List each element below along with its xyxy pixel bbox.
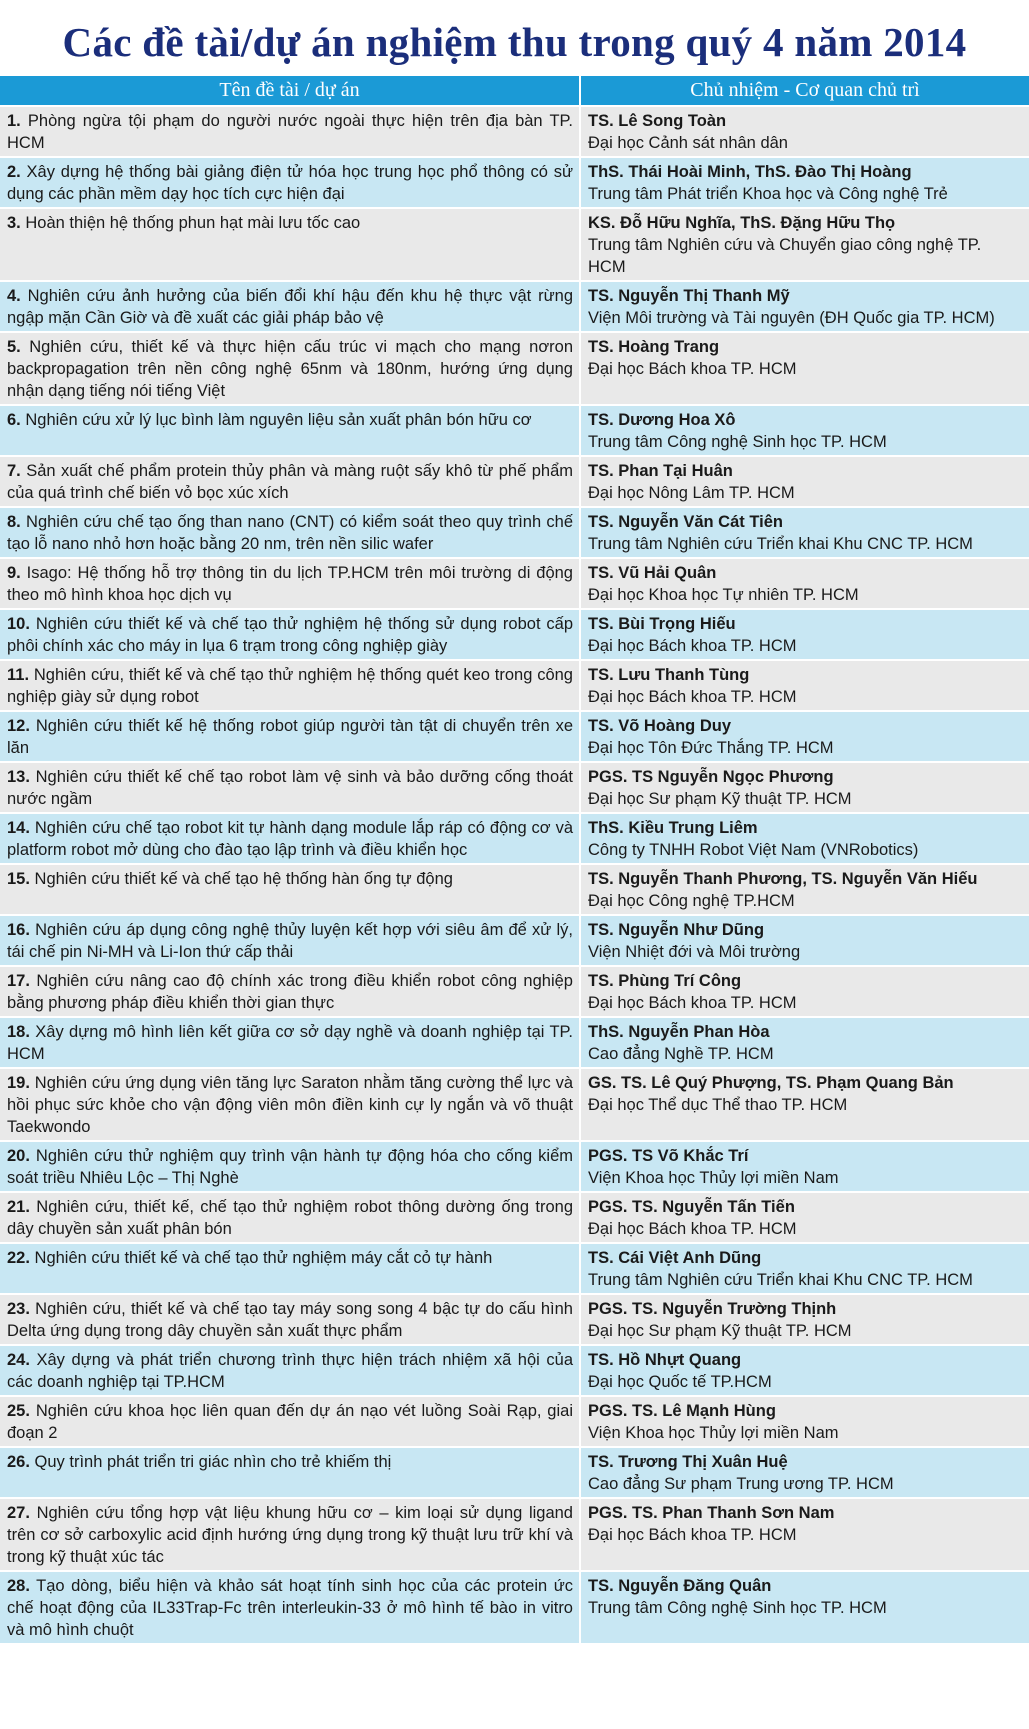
host-institution: Đại học Khoa học Tự nhiên TP. HCM — [588, 586, 859, 604]
project-cell — [0, 1345, 580, 1396]
project-title: Sản xuất chế phẩm protein thủy phân và màng ruột sấy khô từ phế phẩm của quá trình chế biến vỏ bọc xúc xích — [7, 462, 573, 502]
row-number: 1. — [7, 112, 21, 130]
lead-cell — [580, 1345, 1029, 1396]
project-cell — [0, 609, 580, 660]
row-number: 16. — [7, 921, 30, 939]
project-cell — [0, 813, 580, 864]
principal-investigator: PGS. TS Nguyễn Ngọc Phương — [588, 768, 834, 786]
table-row — [0, 864, 1029, 915]
host-institution: Đại học Bách khoa TP. HCM — [588, 994, 797, 1012]
row-number: 18. — [7, 1023, 30, 1041]
project-cell — [0, 208, 580, 281]
project-title: Nghiên cứu ảnh hưởng của biến đổi khí hậu đến khu hệ thực vật rừng ngập mặn Cần Giờ và đề xuất các giải pháp bảo vệ — [7, 287, 573, 327]
principal-investigator: PGS. TS. Lê Mạnh Hùng — [588, 1402, 776, 1420]
principal-investigator: TS. Nguyễn Văn Cát Tiên — [588, 513, 783, 531]
lead-cell — [580, 456, 1029, 507]
project-cell — [0, 405, 580, 456]
lead-cell — [580, 1017, 1029, 1068]
project-title: Nghiên cứu thiết kế và chế tạo thử nghiệm máy cắt cỏ tự hành — [34, 1249, 493, 1267]
principal-investigator: TS. Bùi Trọng Hiếu — [588, 615, 736, 633]
project-title: Tạo dòng, biểu hiện và khảo sát hoạt tính sinh học của các protein ức chế hoạt động của IL33Trap-Fc trên interleukin-33 ở mô hình tế bào in vitro và mô hình chuột — [7, 1577, 573, 1639]
host-institution: Đại học Quốc tế TP.HCM — [588, 1373, 772, 1391]
project-cell — [0, 456, 580, 507]
table-row — [0, 281, 1029, 332]
lead-cell — [580, 1068, 1029, 1141]
principal-investigator: TS. Võ Hoàng Duy — [588, 717, 732, 735]
host-institution: Viện Nhiệt đới và Môi trường — [588, 943, 801, 961]
project-title: Nghiên cứu thiết kế hệ thống robot giúp người tàn tật di chuyển trên xe lăn — [7, 717, 573, 757]
table-row — [0, 1571, 1029, 1643]
lead-cell — [580, 507, 1029, 558]
table-row — [0, 208, 1029, 281]
host-institution: Trung tâm Nghiên cứu Triển khai Khu CNC TP. HCM — [588, 535, 973, 553]
table-row — [0, 915, 1029, 966]
lead-cell — [580, 1141, 1029, 1192]
table-row — [0, 1017, 1029, 1068]
lead-cell — [580, 1243, 1029, 1294]
project-title: Nghiên cứu thiết kế và chế tạo thử nghiệm hệ thống sử dụng robot cấp phôi chính xác cho máy in lụa 6 trạm trong công nghiệp giày — [7, 615, 573, 655]
project-title: Nghiên cứu chế tạo ống than nano (CNT) có kiểm soát theo quy trình chế tạo lỗ nano nhỏ hơn hoặc bằng 20 nm, trên nền silic wafer — [7, 513, 573, 553]
project-title: Nghiên cứu áp dụng công nghệ thủy luyện kết hợp với siêu âm để xử lý, tái chế pin Ni-MH và Li-Ion thứ cấp thải — [7, 921, 573, 961]
host-institution: Đại học Nông Lâm TP. HCM — [588, 484, 795, 502]
row-number: 13. — [7, 768, 30, 786]
lead-cell — [580, 1294, 1029, 1345]
lead-cell — [580, 1571, 1029, 1643]
table-row — [0, 456, 1029, 507]
principal-investigator: TS. Hồ Nhựt Quang — [588, 1351, 742, 1369]
host-institution: Trung tâm Nghiên cứu và Chuyển giao công nghệ TP. HCM — [588, 236, 982, 276]
lead-cell — [580, 106, 1029, 157]
lead-cell — [580, 1192, 1029, 1243]
lead-cell — [580, 332, 1029, 405]
project-cell — [0, 1571, 580, 1643]
host-institution: Viện Khoa học Thủy lợi miền Nam — [588, 1424, 839, 1442]
project-title: Phòng ngừa tội phạm do người nước ngoài thực hiện trên địa bàn TP. HCM — [7, 112, 573, 152]
table-row — [0, 1294, 1029, 1345]
row-number: 7. — [7, 462, 21, 480]
row-number: 10. — [7, 615, 30, 633]
table-row — [0, 507, 1029, 558]
row-number: 21. — [7, 1198, 30, 1216]
lead-cell — [580, 208, 1029, 281]
host-institution: Đại học Bách khoa TP. HCM — [588, 637, 797, 655]
project-title: Nghiên cứu thử nghiệm quy trình vận hành tự động hóa cho cống kiểm soát triều Nhiêu Lộc – Thị Nghè — [7, 1147, 573, 1187]
lead-cell — [580, 864, 1029, 915]
project-title: Hoàn thiện hệ thống phun hạt mài lưu tốc cao — [25, 214, 361, 232]
principal-investigator: TS. Nguyễn Đăng Quân — [588, 1577, 772, 1595]
table-row — [0, 660, 1029, 711]
lead-cell — [580, 281, 1029, 332]
table-row — [0, 1345, 1029, 1396]
host-institution: Đại học Sư phạm Kỹ thuật TP. HCM — [588, 1322, 852, 1340]
principal-investigator: PGS. TS. Phan Thanh Sơn Nam — [588, 1504, 835, 1522]
project-title: Nghiên cứu khoa học liên quan đến dự án nạo vét luồng Soài Rạp, giai đoạn 2 — [7, 1402, 573, 1442]
host-institution: Cao đẳng Nghề TP. HCM — [588, 1045, 774, 1063]
row-number: 8. — [7, 513, 21, 531]
row-number: 14. — [7, 819, 30, 837]
project-title: Xây dựng hệ thống bài giảng điện tử hóa học trung học phổ thông có sử dụng các phần mềm dạy học tích cực hiện đại — [7, 163, 573, 203]
principal-investigator: KS. Đỗ Hữu Nghĩa, ThS. Đặng Hữu Thọ — [588, 214, 896, 232]
host-institution: Trung tâm Phát triển Khoa học và Công nghệ Trẻ — [588, 185, 948, 203]
table-row — [0, 558, 1029, 609]
project-title: Nghiên cứu chế tạo robot kit tự hành dạng module lắp ráp có động cơ và platform robot mở dùng cho đào tạo lập trình và điều khiển học — [7, 819, 573, 859]
principal-investigator: TS. Lưu Thanh Tùng — [588, 666, 750, 684]
project-cell — [0, 1141, 580, 1192]
table-row — [0, 1498, 1029, 1571]
project-cell — [0, 1192, 580, 1243]
project-title: Xây dựng và phát triển chương trình thực hiện trách nhiệm xã hội của các doanh nghiệp tại TP.HCM — [7, 1351, 573, 1391]
table-row — [0, 1192, 1029, 1243]
row-number: 5. — [7, 338, 21, 356]
table-row — [0, 609, 1029, 660]
host-institution: Viện Khoa học Thủy lợi miền Nam — [588, 1169, 839, 1187]
lead-cell — [580, 660, 1029, 711]
lead-cell — [580, 966, 1029, 1017]
project-cell — [0, 281, 580, 332]
row-number: 9. — [7, 564, 21, 582]
table-row — [0, 1141, 1029, 1192]
project-title: Nghiên cứu, thiết kế và thực hiện cấu trúc vi mạch cho mạng nơron backpropagation trên nền công nghệ 65nm và 180nm, hướng ứng dụng nhận dạng tiếng nói tiếng Việt — [7, 338, 573, 400]
project-cell — [0, 106, 580, 157]
row-number: 20. — [7, 1147, 30, 1165]
principal-investigator: GS. TS. Lê Quý Phượng, TS. Phạm Quang Bản — [588, 1074, 954, 1092]
row-number: 19. — [7, 1074, 30, 1092]
principal-investigator: ThS. Kiều Trung Liêm — [588, 819, 758, 837]
table-row — [0, 813, 1029, 864]
table-row — [0, 1396, 1029, 1447]
project-title: Nghiên cứu nâng cao độ chính xác trong điều khiển robot công nghiệp bằng phương pháp điều khiển thời gian thực — [7, 972, 573, 1012]
host-institution: Trung tâm Nghiên cứu Triển khai Khu CNC TP. HCM — [588, 1271, 973, 1289]
project-cell — [0, 915, 580, 966]
row-number: 27. — [7, 1504, 30, 1522]
principal-investigator: TS. Phùng Trí Công — [588, 972, 742, 990]
project-cell — [0, 558, 580, 609]
row-number: 22. — [7, 1249, 30, 1267]
lead-cell — [580, 1396, 1029, 1447]
host-institution: Viện Môi trường và Tài nguyên (ĐH Quốc gia TP. HCM) — [588, 309, 995, 327]
project-cell — [0, 332, 580, 405]
principal-investigator: TS. Hoàng Trang — [588, 338, 720, 356]
host-institution: Đại học Công nghệ TP.HCM — [588, 892, 795, 910]
project-title: Xây dựng mô hình liên kết giữa cơ sở dạy nghề và doanh nghiệp tại TP. HCM — [7, 1023, 573, 1063]
project-title: Nghiên cứu thiết kế và chế tạo hệ thống hàn ống tự động — [34, 870, 453, 888]
table-row — [0, 405, 1029, 456]
table-row — [0, 1447, 1029, 1498]
project-cell — [0, 660, 580, 711]
host-institution: Đại học Thể dục Thể thao TP. HCM — [588, 1096, 848, 1114]
table-body — [0, 106, 1029, 1643]
project-cell — [0, 1498, 580, 1571]
row-number: 28. — [7, 1577, 30, 1595]
row-number: 17. — [7, 972, 30, 990]
row-number: 24. — [7, 1351, 30, 1369]
project-title: Nghiên cứu, thiết kế và chế tạo thử nghiệm hệ thống quét keo trong công nghiệp giày sử dụng robot — [7, 666, 573, 706]
row-number: 11. — [7, 666, 30, 684]
project-title: Quy trình phát triển tri giác nhìn cho trẻ khiếm thị — [34, 1453, 392, 1471]
project-cell — [0, 1294, 580, 1345]
principal-investigator: TS. Nguyễn Thanh Phương, TS. Nguyễn Văn Hiếu — [588, 870, 978, 888]
project-title: Nghiên cứu tổng hợp vật liệu khung hữu cơ – kim loại sử dụng ligand trên cơ sở carboxylic acid định hướng ứng dụng trong kỹ thuật lưu trữ khí và trong kỹ thuật xúc tác — [7, 1504, 573, 1566]
project-cell — [0, 157, 580, 208]
lead-cell — [580, 405, 1029, 456]
table-row — [0, 332, 1029, 405]
row-number: 23. — [7, 1300, 30, 1318]
project-title: Nghiên cứu xử lý lục bình làm nguyên liệu sản xuất phân bón hữu cơ — [25, 411, 532, 429]
project-title: Nghiên cứu, thiết kế và chế tạo tay máy song song 4 bậc tự do cấu hình Delta ứng dụng trong dây chuyền sản xuất thực phẩm — [7, 1300, 573, 1340]
column-header-lead: Chủ nhiệm - Cơ quan chủ trì — [580, 76, 1029, 106]
project-title: Nghiên cứu, thiết kế, chế tạo thử nghiệm robot thông dường ống trong dây chuyền sản xuất phân bón — [7, 1198, 573, 1238]
project-cell — [0, 1017, 580, 1068]
table-row — [0, 711, 1029, 762]
principal-investigator: TS. Nguyễn Như Dũng — [588, 921, 765, 939]
page-title: Các đề tài/dự án nghiệm thu trong quý 4 năm 2014 — [62, 19, 967, 65]
row-number: 25. — [7, 1402, 30, 1420]
host-institution: Đại học Bách khoa TP. HCM — [588, 688, 797, 706]
project-cell — [0, 1243, 580, 1294]
lead-cell — [580, 157, 1029, 208]
table-row — [0, 1068, 1029, 1141]
table-row — [0, 157, 1029, 208]
principal-investigator: TS. Phan Tại Huân — [588, 462, 733, 480]
host-institution: Đại học Cảnh sát nhân dân — [588, 134, 788, 152]
principal-investigator: ThS. Thái Hoài Minh, ThS. Đào Thị Hoàng — [588, 163, 912, 181]
host-institution: Đại học Bách khoa TP. HCM — [588, 1526, 797, 1544]
project-title: Nghiên cứu ứng dụng viên tăng lực Saraton nhằm tăng cường thể lực và hồi phục sức khỏe cho vận động viên môn điền kinh cự ly ngắn và võ thuật Taekwondo — [7, 1074, 573, 1136]
project-cell — [0, 507, 580, 558]
table-row — [0, 106, 1029, 157]
project-cell — [0, 966, 580, 1017]
row-number: 2. — [7, 163, 21, 181]
principal-investigator: PGS. TS. Nguyễn Tấn Tiến — [588, 1198, 795, 1216]
row-number: 4. — [7, 287, 21, 305]
host-institution: Trung tâm Công nghệ Sinh học TP. HCM — [588, 433, 887, 451]
row-number: 15. — [7, 870, 30, 888]
project-cell — [0, 1068, 580, 1141]
row-number: 6. — [7, 411, 21, 429]
row-number: 3. — [7, 214, 21, 232]
project-cell — [0, 1396, 580, 1447]
project-cell — [0, 864, 580, 915]
principal-investigator: TS. Cái Việt Anh Dũng — [588, 1249, 762, 1267]
project-cell — [0, 711, 580, 762]
principal-investigator: TS. Lê Song Toàn — [588, 112, 727, 130]
lead-cell — [580, 558, 1029, 609]
lead-cell — [580, 813, 1029, 864]
table-row — [0, 762, 1029, 813]
project-title: Isago: Hệ thống hỗ trợ thông tin du lịch TP.HCM trên môi trường di động theo mô hình khoa học dịch vụ — [7, 564, 573, 604]
host-institution: Đại học Tôn Đức Thắng TP. HCM — [588, 739, 834, 757]
host-institution: Đại học Bách khoa TP. HCM — [588, 360, 797, 378]
row-number: 12. — [7, 717, 30, 735]
table-header-row — [0, 76, 1029, 106]
principal-investigator: TS. Trương Thị Xuân Huệ — [588, 1453, 788, 1471]
lead-cell — [580, 762, 1029, 813]
principal-investigator: TS. Dương Hoa Xô — [588, 411, 736, 429]
host-institution: Công ty TNHH Robot Việt Nam (VNRobotics) — [588, 841, 919, 859]
lead-cell — [580, 1498, 1029, 1571]
project-cell — [0, 1447, 580, 1498]
host-institution: Đại học Bách khoa TP. HCM — [588, 1220, 797, 1238]
host-institution: Đại học Sư phạm Kỹ thuật TP. HCM — [588, 790, 852, 808]
table-row — [0, 966, 1029, 1017]
lead-cell — [580, 915, 1029, 966]
principal-investigator: PGS. TS. Nguyễn Trường Thịnh — [588, 1300, 837, 1318]
principal-investigator: ThS. Nguyễn Phan Hòa — [588, 1023, 770, 1041]
row-number: 26. — [7, 1453, 30, 1471]
lead-cell — [580, 711, 1029, 762]
lead-cell — [580, 609, 1029, 660]
principal-investigator: PGS. TS Võ Khắc Trí — [588, 1147, 749, 1165]
host-institution: Cao đẳng Sư phạm Trung ương TP. HCM — [588, 1475, 894, 1493]
project-cell — [0, 762, 580, 813]
table-row — [0, 1243, 1029, 1294]
projects-table — [0, 76, 1029, 1643]
host-institution: Trung tâm Công nghệ Sinh học TP. HCM — [588, 1599, 887, 1617]
principal-investigator: TS. Vũ Hải Quân — [588, 564, 717, 582]
lead-cell — [580, 1447, 1029, 1498]
principal-investigator: TS. Nguyễn Thị Thanh Mỹ — [588, 287, 790, 305]
column-header-project: Tên đề tài / dự án — [0, 76, 580, 106]
project-title: Nghiên cứu thiết kế chế tạo robot làm vệ sinh và bảo dưỡng cống thoát nước ngầm — [7, 768, 573, 808]
